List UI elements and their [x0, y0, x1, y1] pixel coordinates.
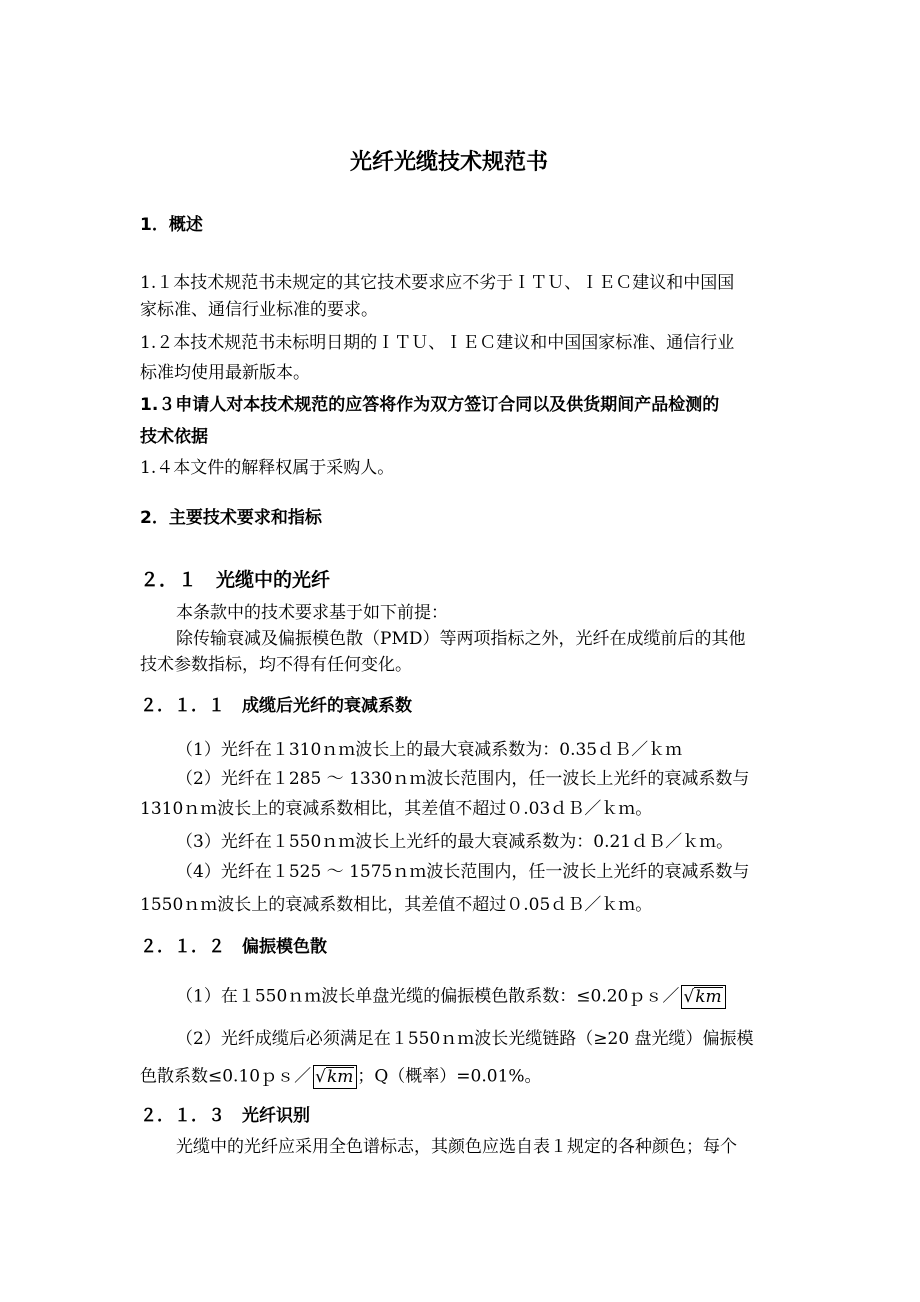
sqrt-km-formula-icon	[681, 985, 725, 1009]
section-1-heading: 1．概述	[140, 215, 203, 235]
section-2-1-3-heading: ２．１．３ 光纤识别	[140, 1106, 310, 1126]
para-1-4: 1.４本文件的解释权属于采购人。	[140, 458, 395, 478]
sqrt-radicand-2: km	[326, 1067, 354, 1087]
item-2-1-2-2-line-2	[140, 1065, 542, 1089]
item-2-1-2-1	[176, 985, 726, 1009]
page-title: 光纤光缆技术规范书	[350, 150, 549, 175]
item-2-1-1-1: （1）光纤在１310ｎｍ波长上的最大衰减系数为：0.35ｄＢ／ｋｍ	[176, 740, 683, 760]
item-2-1-2-2-line-1: （2）光纤成缆后必须满足在１550ｎｍ波长光缆链路（≥20 盘光缆）偏振模	[176, 1029, 754, 1049]
para-1-2-line-2: 标准均使用最新版本。	[140, 363, 310, 383]
sqrt-km-formula-icon-2	[313, 1065, 357, 1089]
section-2-1-2-heading: ２．１．２ 偏振模色散	[140, 937, 327, 957]
item-2-1-2-2-text-post: ；Q（概率）=0.01%。	[357, 1066, 542, 1087]
item-2-1-1-4-line-1: （4）光纤在１525 ～ 1575ｎｍ波长范围内，任一波长上光纤的衰减系数与	[176, 862, 750, 882]
item-2-1-1-2-line-1: （2）光纤在１285 ～ 1330ｎｍ波长范围内，任一波长上光纤的衰减系数与	[176, 769, 750, 789]
item-2-1-1-2-line-2: 1310ｎｍ波长上的衰减系数相比，其差值不超过０.03ｄＢ／ｋｍ。	[140, 799, 653, 819]
section-2-1-para-1: 本条款中的技术要求基于如下前提：	[176, 603, 448, 623]
item-2-1-2-1-text: （1）在１550ｎｍ波长单盘光缆的偏振模色散系数：≤0.20ｐｓ／	[176, 986, 680, 1007]
section-2-1-heading: ２．１ 光缆中的光纤	[140, 569, 331, 591]
item-2-1-2-2-text-pre: 色散系数≤0.10ｐｓ／	[140, 1066, 312, 1087]
item-2-1-1-3: （3）光纤在１550ｎｍ波长上光纤的最大衰减系数为：0.21ｄＢ／ｋｍ。	[176, 832, 734, 852]
section-2-1-3-para-1: 光缆中的光纤应采用全色谱标志，其颜色应选自表１规定的各种颜色；每个	[176, 1137, 737, 1157]
para-1-3-line-1: 1.３申请人对本技术规范的应答将作为双方签订合同以及供货期间产品检测的	[140, 395, 720, 415]
para-1-1-line-2: 家标准、通信行业标准的要求。	[140, 300, 378, 320]
para-1-2-line-1: 1.２本技术规范书未标明日期的ＩＴＵ、ＩＥＣ建议和中国国家标准、通信行业	[140, 333, 735, 353]
section-2-1-para-2-line-2: 技术参数指标，均不得有任何变化。	[140, 655, 412, 675]
sqrt-root-symbol-2: √	[315, 1067, 326, 1087]
sqrt-radicand: km	[695, 987, 722, 1007]
para-1-3-line-2: 技术依据	[140, 427, 208, 447]
para-1-1-line-1: 1.１本技术规范书未规定的其它技术要求应不劣于ＩＴＵ、ＩＥＣ建议和中国国	[140, 273, 735, 293]
section-2-1-1-heading: ２．１．１ 成缆后光纤的衰减系数	[140, 696, 412, 716]
section-2-1-para-2-line-1: 除传输衰减及偏振模色散（PMD）等两项指标之外，光纤在成缆前后的其他	[176, 629, 746, 649]
sqrt-root-symbol: √	[683, 987, 695, 1007]
section-2-heading: 2．主要技术要求和指标	[140, 508, 322, 528]
item-2-1-1-4-line-2: 1550ｎｍ波长上的衰减系数相比，其差值不超过０.05ｄＢ／ｋｍ。	[140, 895, 653, 915]
